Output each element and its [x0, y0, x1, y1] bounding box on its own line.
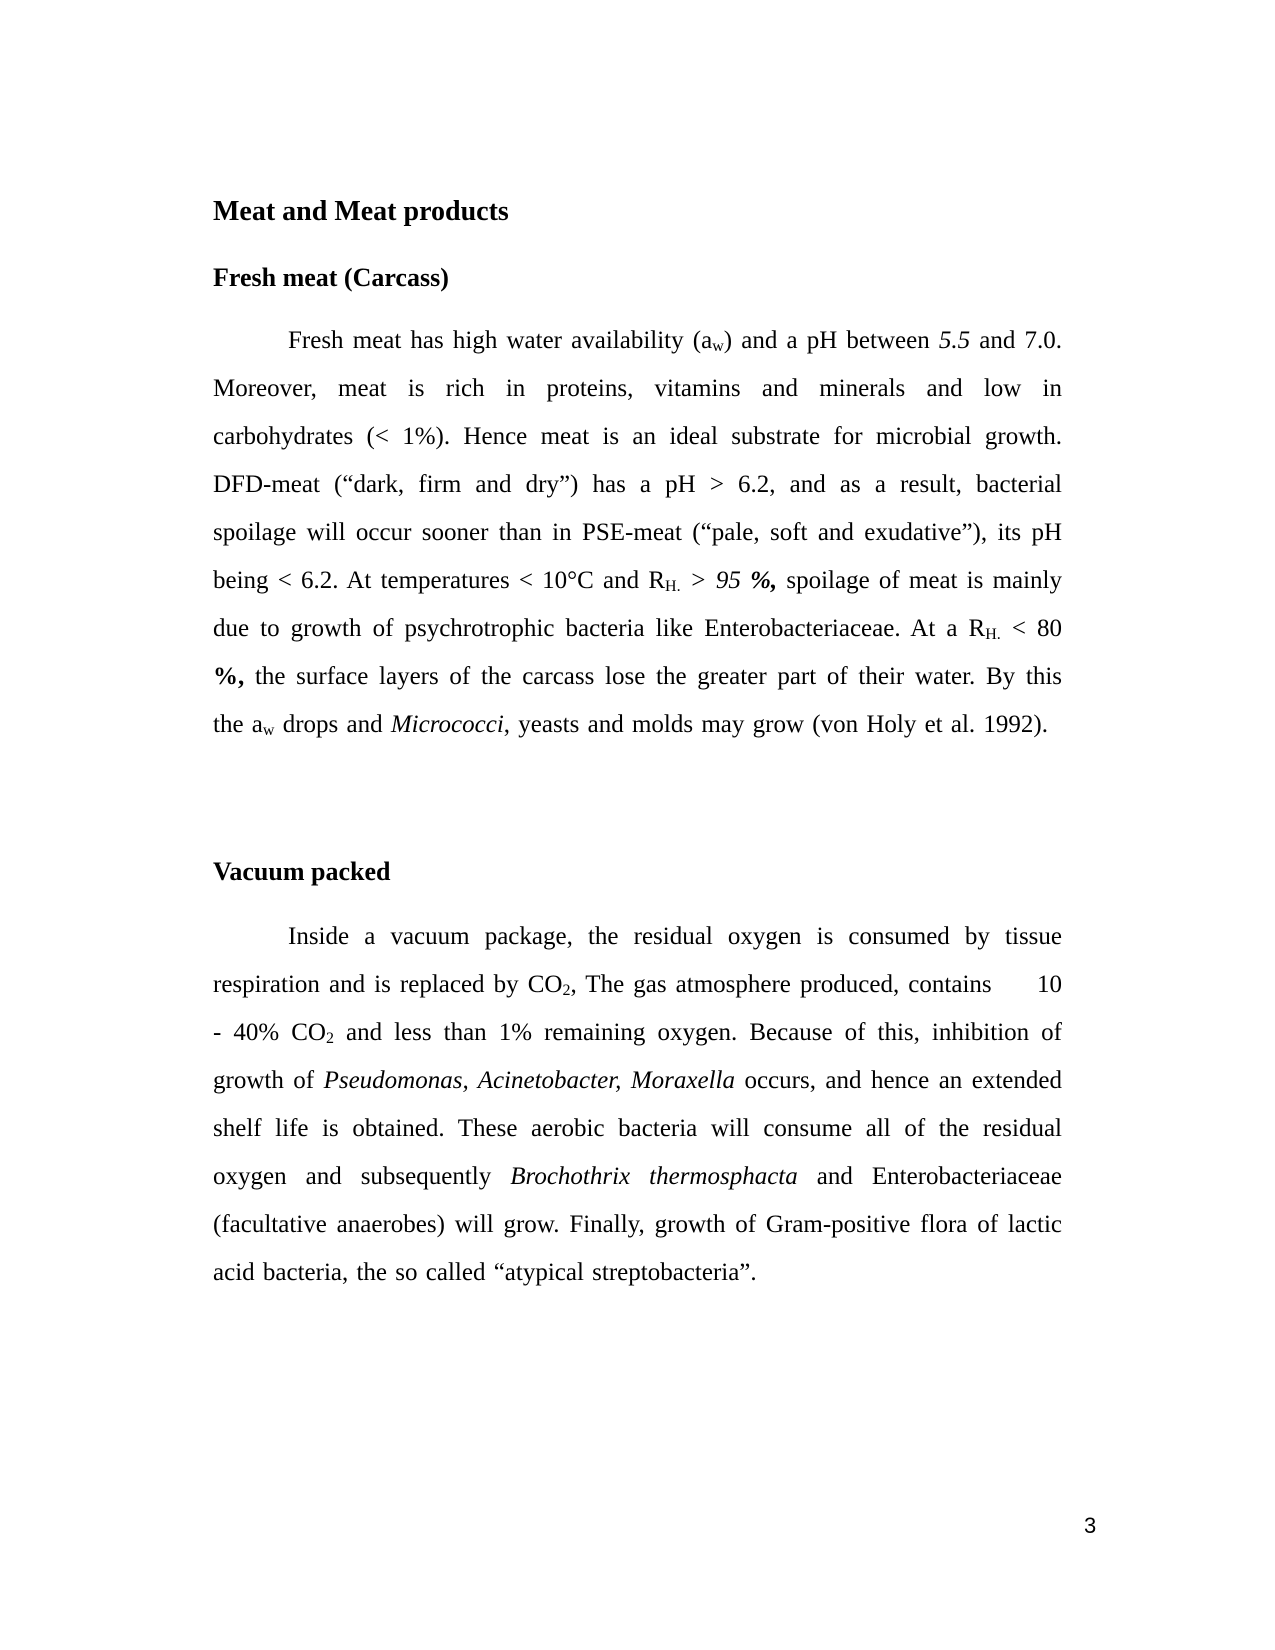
section-heading-vacuum-packed: Vacuum packed — [213, 857, 391, 886]
section-heading-fresh-meat-carcass: Fresh meat (Carcass) — [213, 263, 449, 292]
page-number: 3 — [1084, 1513, 1097, 1538]
document-content — [213, 196, 1062, 1297]
paragraph-vacuum-packed: Inside a vacuum package, the residual oxygen is consumed by tissue respiration and is replaced by $CO_2$, The gas atmosphere produced, contains 10 - 40% $CO_2$ and less than 1% remaining oxygen. Because of this, inhibition of growth of Pseudomonas, Acinetobacter, Moraxella occurs, and hence an extended shelf life is obtained. These aerobic bacteria will consume all of the residual oxygen and subsequently Brochothrix thermosphacta and Enterobacteriaceae (facultative anaerobes) will grow. Finally, growth of Gram-positive flora of lactic acid bacteria, the so called “atypical streptobacteria”. — [213, 923, 1063, 1286]
document-title: Meat and Meat products — [213, 196, 509, 227]
paragraph-fresh-meat: Fresh meat has high water availability $(a_w)$ and a pH between 5.5 and 7.0. Moreover, meat is rich in proteins, vitamins and minerals and low in carbohydrates (< 1%). Hence meat is an ideal substrate for microbial growth. DFD-meat (“dark, firm and dry”) has a pH > 6.2, and as a result, bacterial spoilage will occur sooner than in PSE-meat (“pale, soft and exudative”), its pH being < 6.2. At temperatures < 10°C and $R_{H.} > 95$ %, spoilage of meat is mainly due to growth of psychrotrophic bacteria like Enterobacteriaceae. At a $R_{H.} < 80$ %, the surface layers of the carcass lose the greater part of their water. By this the $a_w$ drops and Micrococci, yeasts and molds may grow (von Holy et al. 1992). — [213, 327, 1063, 739]
